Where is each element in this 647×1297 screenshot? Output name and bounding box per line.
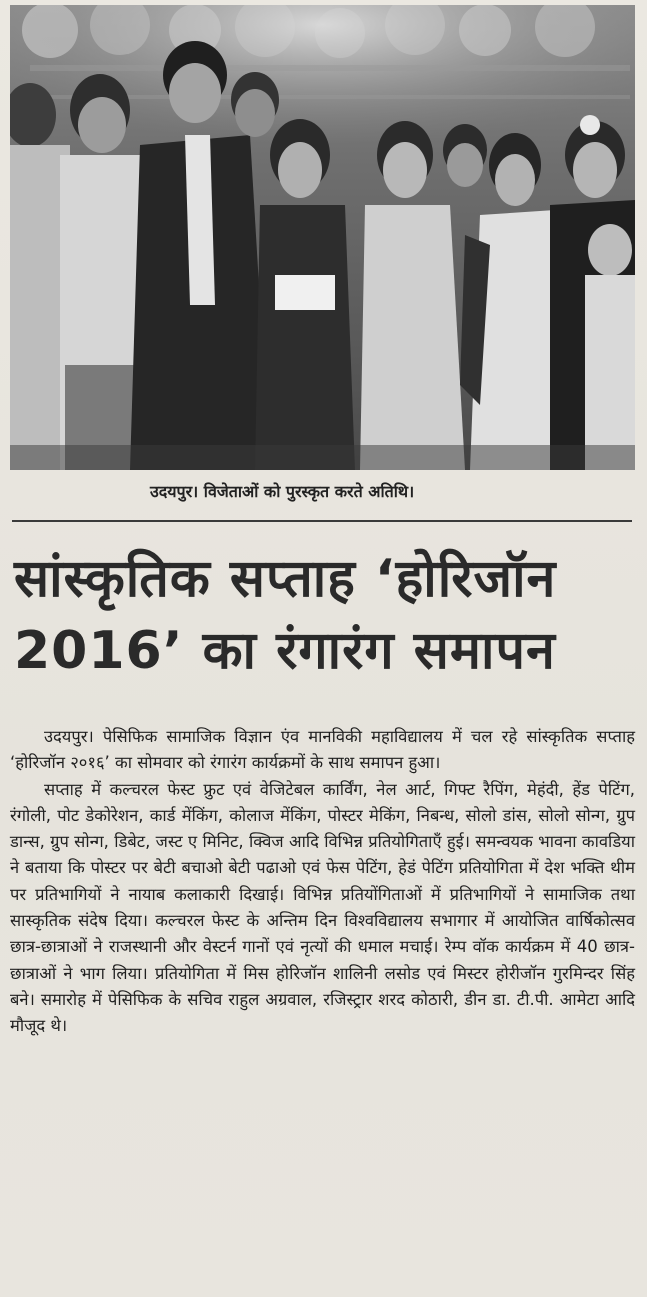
headline-line-1: सांस्कृतिक सप्ताह ‘होरिजॉन xyxy=(14,549,557,609)
article-paragraph-1: उदयपुर। पेसिफिक सामाजिक विज्ञान एंव मानविकी महाविद्यालय में चल रहे सांस्कृतिक सप्ताह ‘होरिजॉन २०१६’ का सोमवार को रंगारंग कार्यक्रमों के साथ समापन हुआ। xyxy=(10,727,635,773)
article-headline xyxy=(14,543,634,687)
group-photo-icon xyxy=(10,5,635,470)
photo-caption: उदयपुर। विजेताओं को पुरस्कृत करते अतिथि। xyxy=(150,482,415,501)
article-body xyxy=(10,724,635,1040)
headline-line-2: 2016’ का रंगारंग समापन xyxy=(14,621,556,681)
event-photo xyxy=(10,5,635,470)
article-paragraph-2: सप्ताह में कल्चरल फेस्ट फ्रुट एवं वेजिटेबल कार्विंग, नेल आर्ट, गिफ्ट रैपिंग, मेहंदी, हेंड पेटिंग, रंगोली, पोट डेकोरेशन, कार्ड मेंकिंग, कोलाज मेंकिंग, पोस्टर मेकिंग, निबन्ध, सोलो डांस, सोलो सोन्ग, ग्रुप डान्स, ग्रुप सोन्ग, डिबेट, जस्ट ए मिनिट, क्विज आदि विभिन्न प्रतियोगिताएँ हुई। समन्वयक भावना कावडिया ने बताया कि पोस्टर पर बेटी बचाओ बेटी पढाओ एवं फेस पेटिंग, हेडं पेटिंग प्रतियोगिता में देश भक्ति थीम पर प्रतिभागियों ने नायाब कलाकारी दिखाई। विभिन्न प्रतियोंगिताओं में प्रतिभागियों ने सामाजिक तथा सास्कृतिक संदेष दिया। कल्चरल फेस्ट के अन्तिम दिन विश्वविद्यालय सभागार में आयोजित वार्षिकोत्सव छात्र-छात्राओं ने राजस्थानी और वेस्टर्न गानों एवं नृत्यों की धमाल मचाई। रेम्प वॉक कार्यक्रम में 40 छात्र-छात्राओं ने भाग लिया। प्रतियोगिता में मिस होरिजॉन शालिनी लसोड एवं मिस्टर होरीजॉन गुरमिन्दर सिंह बने। समारोह में पेसिफिक के सचिव राहुल अग्रवाल, रजिस्ट्रार शरद कोठारी, डीन डा. टी.पी. आमेटा आदि मौजूद थे। xyxy=(10,779,635,1036)
divider-rule xyxy=(12,520,632,522)
